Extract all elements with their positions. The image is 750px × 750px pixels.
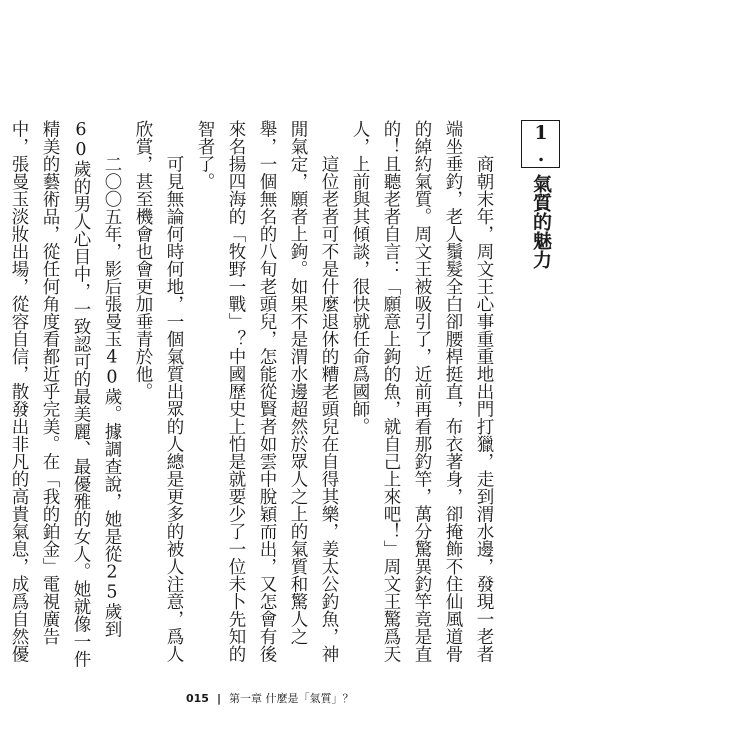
page-footer <box>186 690 354 706</box>
section-number: 1. <box>521 120 560 168</box>
paragraph-4: 二〇〇五年，影后張曼玉40歲。據調查說，她是從25歲到60歲的男人心目中，一致認可的最美麗、最優雅的女人。她就像一件精美的藝術品，從任何角度看都近乎完美。在「我的鉑金」電視廣告中，張曼玉淡妝出場，從容自信，散發出非凡的高貴氣息，成爲自然優 <box>9 120 122 668</box>
paragraph-3: 可見無論何時何地，一個氣質出眾的人總是更多的被人注意，爲人欣賞，甚至機會也會更加垂青於他。 <box>133 120 184 663</box>
footer-divider: | <box>216 691 221 705</box>
page-number: 015 <box>186 691 209 705</box>
paragraph-2: 這位老者可不是什麼退休的糟老頭兒在自得其樂，姜太公釣魚，神閒氣定，願者上鉤。如果不是渭水邊超然於眾人之上的氣質和驚人之舉，一個無名的八旬老頭兒，怎能從賢者如雲中脫穎而出，又怎會有後來名揚四海的「牧野一戰」？中國歷史上怕是就要少了一位未卜先知的智者了。 <box>195 120 339 663</box>
vertical-text-block <box>0 120 560 675</box>
running-chapter-title: 第一章 什麼是「氣質」？ <box>229 692 354 705</box>
section-title: 氣質的魅力 <box>530 174 552 269</box>
paragraph-1: 商朝末年，周文王心事重重地出門打獵，走到渭水邊，發現一老者端坐垂釣，老人鬚髮全白卻腰桿挺直，布衣著身，卻掩飾不住仙風道骨的綽約氣質。周文王被吸引了，近前再看那釣竿，萬分驚異釣竿竟是直的！且聽老者自言：「願意上鉤的魚，就自己上來吧！」周文王驚爲天人，上前與其傾談，很快就任命爲國師。 <box>350 120 494 663</box>
section-heading <box>521 120 560 675</box>
